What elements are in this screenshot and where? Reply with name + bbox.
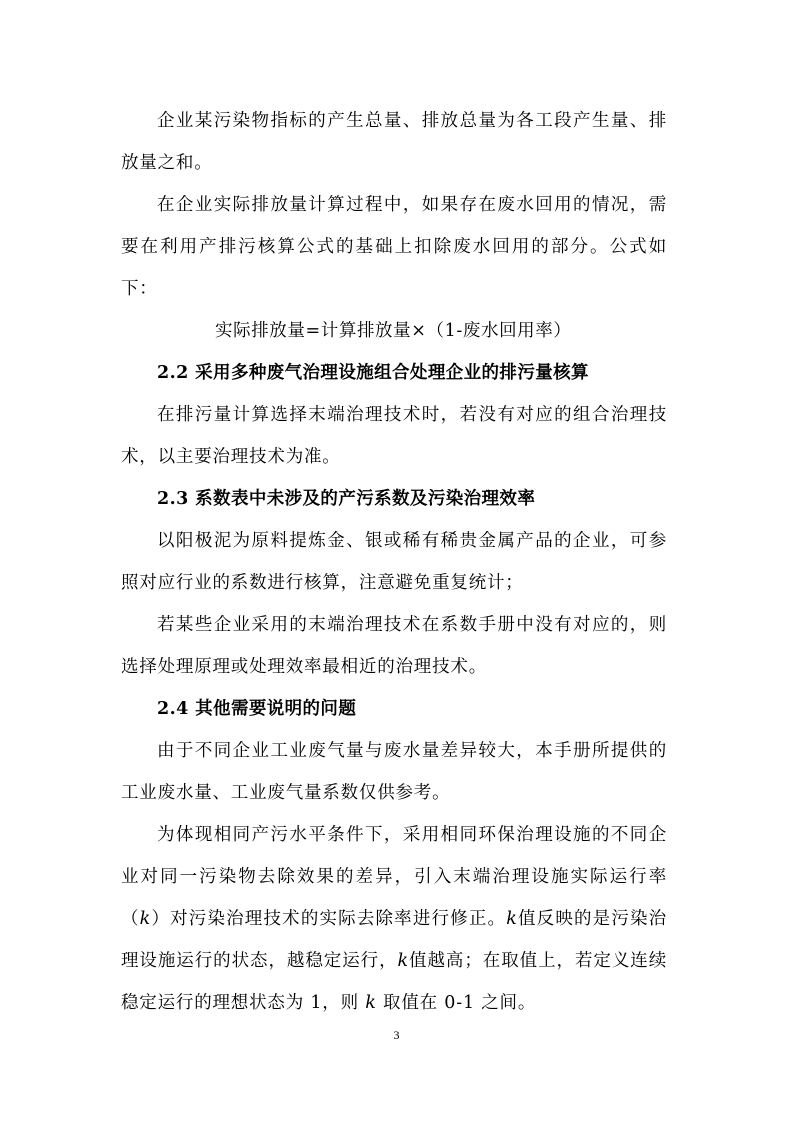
page-content [121, 100, 667, 1024]
operation-rate-text-d: 值越高；在取值上，若定义连续稳定运行的理想状态为 1，则 [121, 951, 667, 1013]
heading-2-2: 2.2 采用多种废气治理设施组合处理企业的排污量核算 [157, 363, 589, 383]
operation-rate-text-e: 取值在 0-1 之间。 [376, 993, 537, 1013]
operation-rate-text-c: 值反映的是污染治理设施运行的状态，越稳定运行， [121, 909, 667, 971]
k-symbol: k [506, 909, 518, 929]
paragraph-end-treatment: 若某些企业采用的末端治理技术在系数手册中没有对应的，则选择处理原理或处理效率最相近的治理技术。 [121, 615, 667, 677]
operation-rate-text-a: 为体现相同产污水平条件下，采用相同环保治理设施的不同企业对同一污染物去除效果的差异，引入末端治理设施实际运行率（ [121, 825, 667, 929]
k-symbol: k [365, 993, 377, 1013]
paragraph-combined-treatment: 在排污量计算选择末端治理技术时，若没有对应的组合治理技术，以主要治理技术为准。 [121, 405, 667, 467]
heading-2-4: 2.4 其他需要说明的问题 [157, 699, 357, 719]
k-symbol: k [139, 909, 152, 929]
operation-rate-text-b: ）对污染治理技术的实际去除率进行修正。 [151, 909, 507, 929]
paragraph-total-emissions: 企业某污染物指标的产生总量、排放总量为各工段产生量、排放量之和。 [121, 111, 667, 173]
heading-2-3: 2.3 系数表中未涉及的产污系数及污染治理效率 [157, 489, 536, 509]
emission-formula: 实际排放量=计算排放量×（1-废水回用率） [215, 321, 572, 341]
paragraph-gas-water-volume: 由于不同企业工业废气量与废水量差异较大，本手册所提供的工业废水量、工业废气量系数仅供参考。 [121, 741, 667, 803]
k-symbol: k [397, 951, 409, 971]
paragraph-anode-slime: 以阳极泥为原料提炼金、银或稀有稀贵金属产品的企业，可参照对应行业的系数进行核算，注意避免重复统计； [121, 531, 667, 593]
paragraph-operation-rate [121, 814, 667, 1024]
paragraph-water-reuse: 在企业实际排放量计算过程中，如果存在废水回用的情况，需要在利用产排污核算公式的基础上扣除废水回用的部分。公式如下： [121, 195, 667, 299]
page-number: 3 [393, 1028, 400, 1042]
